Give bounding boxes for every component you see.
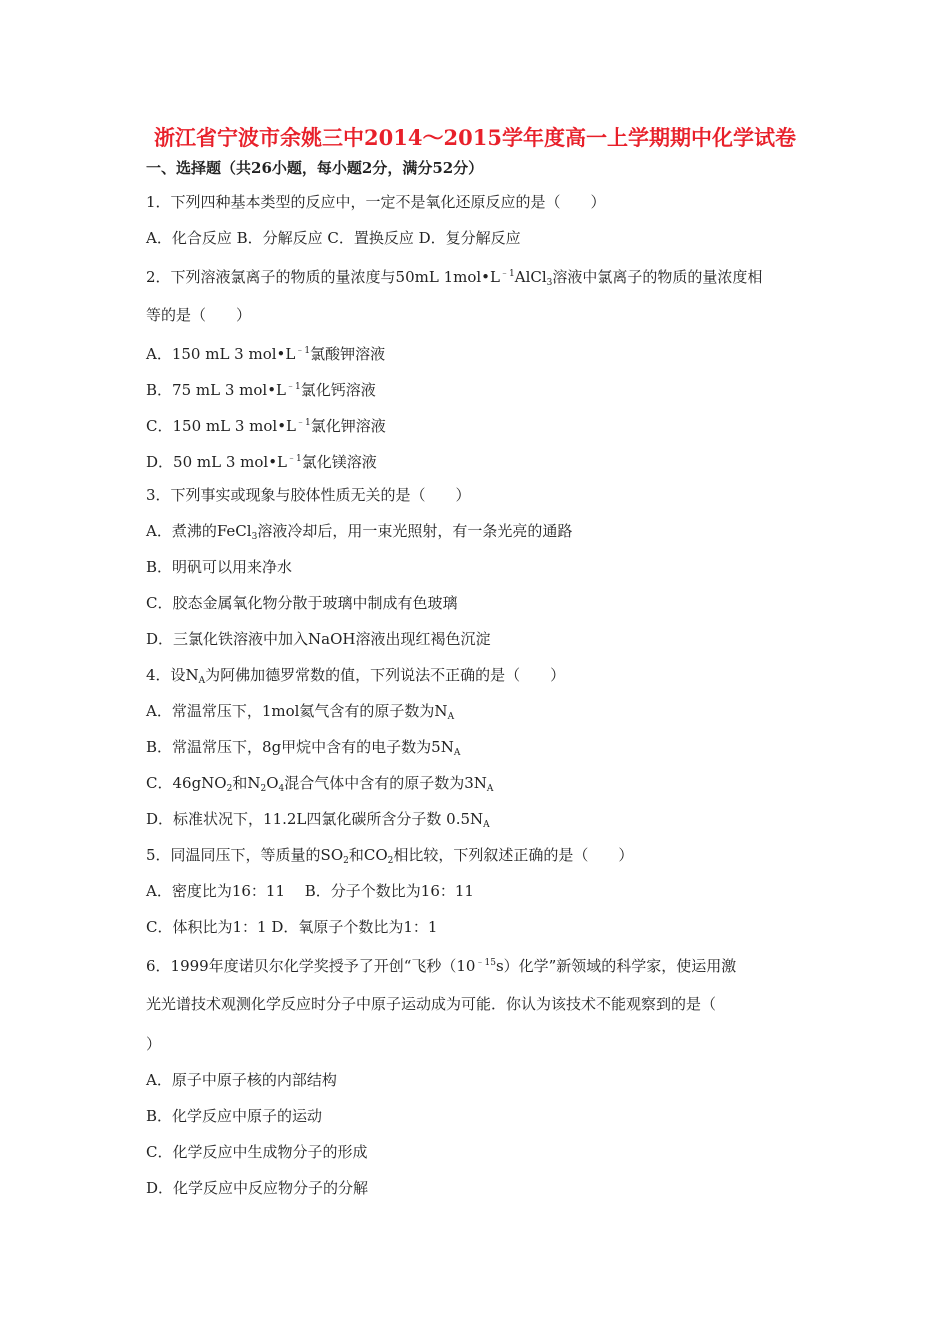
question-4-option-a: A．常温常压下，1mol氦气含有的原子数为$N_A$ — [146, 702, 455, 722]
question-2-cont: 等的是（ ） — [146, 306, 252, 324]
question-3-option-c: C．胶态金属氧化物分散于玻璃中制成有色玻璃 — [146, 594, 458, 612]
question-6-option-c: C．化学反应中生成物分子的形成 — [146, 1143, 368, 1161]
question-6-option-a: A．原子中原子核的内部结构 — [146, 1071, 337, 1089]
question-6-option-b: B．化学反应中原子的运动 — [146, 1107, 323, 1125]
question-6-cont: 光光谱技术观测化学反应时分子中原子运动成为可能．你认为该技术不能观察到的是（ — [146, 995, 717, 1013]
question-2-option-a: A．150 mL 3 $mol•L^{﹣1}$氯酸钾溶液 — [146, 345, 386, 363]
question-3-option-d: D．三氯化铁溶液中加入NaOH溶液出现红褐色沉淀 — [146, 630, 491, 648]
question-2-option-c: C．150 mL 3 $mol•L^{﹣1}$氯化钾溶液 — [146, 417, 386, 435]
question-1: 1．下列四种基本类型的反应中，一定不是氧化还原反应的是（ ） — [146, 193, 606, 211]
question-4-option-c: C．46gNO$_2$和$N_2O_4$混合气体中含有的原子数为$3N_A$ — [146, 774, 494, 794]
question-4-option-b: B．常温常压下，8g甲烷中含有的电子数为$5N_A$ — [146, 738, 461, 758]
question-6: 6．1999年度诺贝尔化学奖授予了开创“飞秒$(10^{﹣15}s)$化学”新领域的科学家，使运用激 — [146, 957, 737, 975]
question-2-option-d: D．50 mL 3 $mol•L^{﹣1}$氯化镁溶液 — [146, 453, 377, 471]
question-5-options-cd: C．体积比为1：1 D．氧原子个数比为1：1 — [146, 918, 438, 936]
question-6-option-d: D．化学反应中反应物分子的分解 — [146, 1179, 369, 1197]
question-1-options: A．化合反应 B．分解反应 C．置换反应 D．复分解反应 — [146, 229, 521, 247]
question-2: 2．下列溶液氯离子的物质的量浓度与50mL $1mol•L^{﹣1}AlCl_3$溶液中氯离子的物质的量浓度相 — [146, 268, 763, 288]
question-5-options-ab: A．密度比为16：11 B．分子个数比为16：11 — [146, 882, 474, 900]
question-3-option-b: B．明矾可以用来净水 — [146, 558, 293, 576]
question-6-cont-2: ） — [146, 1035, 162, 1053]
question-4-option-d: D．标准状况下，11.2L四氯化碳所含分子数 $0.5N_A$ — [146, 810, 490, 830]
question-3-option-a: A．煮沸的FeCl$_3$溶液冷却后，用一束光照射，有一条光亮的通路 — [146, 522, 573, 542]
question-5: 5．同温同压下，等质量的$SO_2$和$CO_2$相比较，下列叙述正确的是（ ） — [146, 846, 634, 866]
question-4: 4．设$N_A$为阿佛加德罗常数的值，下列说法不正确的是（ ） — [146, 666, 566, 686]
question-3: 3．下列事实或现象与胶体性质无关的是（ ） — [146, 486, 471, 504]
question-2-option-b: B．75 mL 3 $mol•L^{﹣1}$氯化钙溶液 — [146, 381, 376, 399]
section-heading: 一、选择题（共26小题，每小题2分，满分52分） — [146, 159, 484, 177]
page-title: 浙江省宁波市余姚三中2014～2015学年度高一上学期期中化学试卷 — [154, 125, 796, 150]
